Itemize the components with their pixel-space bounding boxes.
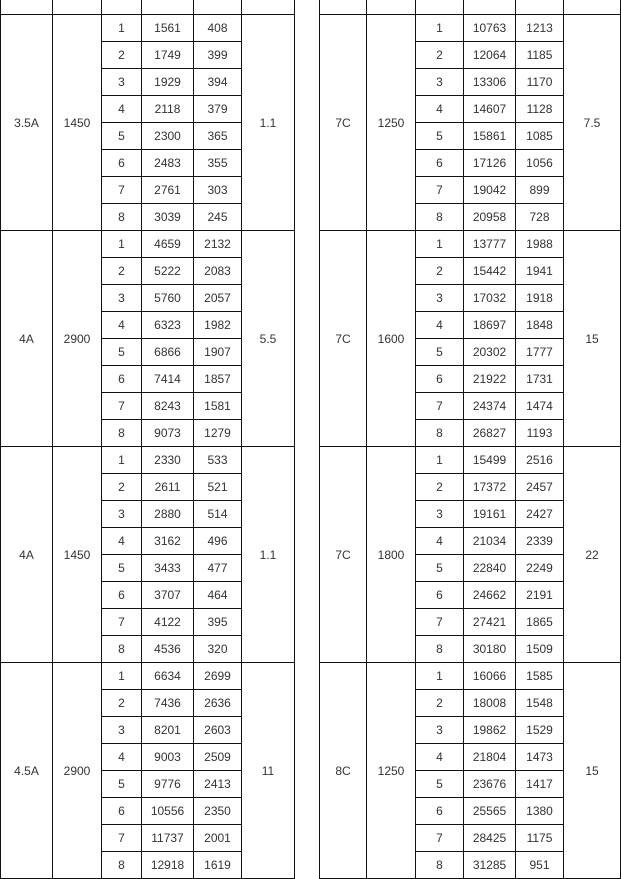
point-number-cell: 4 [102, 96, 142, 123]
point-number-cell: 2 [102, 42, 142, 69]
pressure-cell: 521 [194, 474, 242, 501]
airflow-cell: 12918 [142, 852, 194, 879]
fan-performance-table-left [0, 0, 295, 879]
point-number-cell: 5 [102, 123, 142, 150]
table-row [1, 15, 295, 42]
point-number-cell: 6 [102, 582, 142, 609]
point-number-cell: 4 [416, 96, 464, 123]
airflow-cell: 24662 [464, 582, 516, 609]
point-number-cell: 3 [102, 69, 142, 96]
airflow-cell: 19862 [464, 717, 516, 744]
pressure-cell: 951 [516, 852, 564, 879]
pressure-cell: 1473 [516, 744, 564, 771]
airflow-cell: 2330 [142, 447, 194, 474]
pressure-cell: 1907 [194, 339, 242, 366]
point-number-cell: 5 [416, 339, 464, 366]
table-row [320, 15, 621, 42]
table-row [1, 231, 295, 258]
point-number-cell: 4 [102, 528, 142, 555]
airflow-cell: 20302 [464, 339, 516, 366]
power-cell: 11 [242, 663, 295, 879]
airflow-cell: 2611 [142, 474, 194, 501]
power-cell: 5.5 [242, 231, 295, 447]
table-row [320, 663, 621, 690]
airflow-cell: 25565 [464, 798, 516, 825]
airflow-cell: 30180 [464, 636, 516, 663]
airflow-cell: 1929 [142, 69, 194, 96]
table-row [320, 447, 621, 474]
airflow-cell: 22840 [464, 555, 516, 582]
airflow-cell: 23676 [464, 771, 516, 798]
point-number-cell: 1 [416, 663, 464, 690]
table-row [1, 447, 295, 474]
point-number-cell: 6 [416, 582, 464, 609]
point-number-cell: 1 [102, 663, 142, 690]
airflow-cell: 21804 [464, 744, 516, 771]
table-cell-partial [516, 0, 564, 15]
point-number-cell: 4 [416, 744, 464, 771]
pressure-cell: 2249 [516, 555, 564, 582]
pressure-cell: 496 [194, 528, 242, 555]
pressure-cell: 2083 [194, 258, 242, 285]
model-cell: 8C [320, 663, 367, 879]
table-cell-partial [142, 0, 194, 15]
model-cell: 3.5A [1, 15, 53, 231]
airflow-cell: 11737 [142, 825, 194, 852]
point-number-cell: 8 [102, 204, 142, 231]
point-number-cell: 3 [416, 501, 464, 528]
pressure-cell: 2001 [194, 825, 242, 852]
point-number-cell: 6 [102, 366, 142, 393]
airflow-cell: 18697 [464, 312, 516, 339]
point-number-cell: 7 [102, 393, 142, 420]
point-number-cell: 5 [102, 771, 142, 798]
airflow-cell: 15442 [464, 258, 516, 285]
airflow-cell: 6634 [142, 663, 194, 690]
point-number-cell: 8 [102, 852, 142, 879]
airflow-cell: 17032 [464, 285, 516, 312]
pressure-cell: 1279 [194, 420, 242, 447]
pressure-cell: 1777 [516, 339, 564, 366]
point-number-cell: 8 [416, 636, 464, 663]
point-number-cell: 2 [102, 258, 142, 285]
airflow-cell: 10556 [142, 798, 194, 825]
table-row [1, 663, 295, 690]
airflow-cell: 7436 [142, 690, 194, 717]
power-cell: 1.1 [242, 15, 295, 231]
airflow-cell: 21922 [464, 366, 516, 393]
airflow-cell: 6866 [142, 339, 194, 366]
point-number-cell: 6 [102, 798, 142, 825]
airflow-cell: 19161 [464, 501, 516, 528]
airflow-cell: 12064 [464, 42, 516, 69]
airflow-cell: 21034 [464, 528, 516, 555]
table-cell-partial [320, 0, 367, 15]
point-number-cell: 7 [102, 177, 142, 204]
pressure-cell: 355 [194, 150, 242, 177]
pressure-cell: 1128 [516, 96, 564, 123]
point-number-cell: 7 [102, 825, 142, 852]
pressure-cell: 1581 [194, 393, 242, 420]
pressure-cell: 2699 [194, 663, 242, 690]
point-number-cell: 3 [102, 717, 142, 744]
pressure-cell: 2509 [194, 744, 242, 771]
airflow-cell: 14607 [464, 96, 516, 123]
point-number-cell: 3 [416, 285, 464, 312]
pressure-cell: 1417 [516, 771, 564, 798]
point-number-cell: 3 [102, 285, 142, 312]
airflow-cell: 3707 [142, 582, 194, 609]
point-number-cell: 2 [416, 258, 464, 285]
pressure-cell: 1056 [516, 150, 564, 177]
airflow-cell: 10763 [464, 15, 516, 42]
table-cell-partial [242, 0, 295, 15]
pressure-cell: 1193 [516, 420, 564, 447]
pressure-cell: 1185 [516, 42, 564, 69]
point-number-cell: 2 [102, 690, 142, 717]
airflow-cell: 24374 [464, 393, 516, 420]
pressure-cell: 533 [194, 447, 242, 474]
pressure-cell: 2603 [194, 717, 242, 744]
pressure-cell: 1585 [516, 663, 564, 690]
point-number-cell: 2 [416, 690, 464, 717]
speed-cell: 1450 [53, 447, 102, 663]
point-number-cell: 7 [416, 825, 464, 852]
airflow-cell: 4122 [142, 609, 194, 636]
table-cell-partial [1, 0, 53, 15]
power-cell: 22 [564, 447, 621, 663]
speed-cell: 1600 [367, 231, 416, 447]
model-cell: 4.5A [1, 663, 53, 879]
pressure-cell: 1213 [516, 15, 564, 42]
point-number-cell: 5 [416, 555, 464, 582]
airflow-cell: 28425 [464, 825, 516, 852]
airflow-cell: 9003 [142, 744, 194, 771]
point-number-cell: 1 [416, 231, 464, 258]
pressure-cell: 2427 [516, 501, 564, 528]
airflow-cell: 8201 [142, 717, 194, 744]
pressure-cell: 1175 [516, 825, 564, 852]
table-cell-partial [194, 0, 242, 15]
point-number-cell: 2 [102, 474, 142, 501]
airflow-cell: 15861 [464, 123, 516, 150]
airflow-cell: 9776 [142, 771, 194, 798]
model-cell: 4A [1, 231, 53, 447]
airflow-cell: 13306 [464, 69, 516, 96]
pressure-cell: 303 [194, 177, 242, 204]
table-body [1, 0, 295, 879]
airflow-cell: 2880 [142, 501, 194, 528]
point-number-cell: 3 [416, 69, 464, 96]
table-cell-partial [416, 0, 464, 15]
table-cell-partial [53, 0, 102, 15]
point-number-cell: 3 [416, 717, 464, 744]
model-cell: 7C [320, 15, 367, 231]
airflow-cell: 2118 [142, 96, 194, 123]
pressure-cell: 1380 [516, 798, 564, 825]
airflow-cell: 17126 [464, 150, 516, 177]
table-row [320, 231, 621, 258]
model-cell: 7C [320, 447, 367, 663]
pressure-cell: 399 [194, 42, 242, 69]
pressure-cell: 1857 [194, 366, 242, 393]
point-number-cell: 5 [416, 123, 464, 150]
airflow-cell: 13777 [464, 231, 516, 258]
pressure-cell: 2413 [194, 771, 242, 798]
point-number-cell: 8 [102, 420, 142, 447]
model-cell: 4A [1, 447, 53, 663]
airflow-cell: 27421 [464, 609, 516, 636]
pressure-cell: 2457 [516, 474, 564, 501]
pressure-cell: 1619 [194, 852, 242, 879]
point-number-cell: 7 [416, 609, 464, 636]
pressure-cell: 245 [194, 204, 242, 231]
pressure-cell: 1982 [194, 312, 242, 339]
power-cell: 1.1 [242, 447, 295, 663]
table-row-partial [320, 0, 621, 15]
point-number-cell: 8 [416, 852, 464, 879]
point-number-cell: 4 [102, 744, 142, 771]
point-number-cell: 5 [102, 555, 142, 582]
pressure-cell: 320 [194, 636, 242, 663]
airflow-cell: 17372 [464, 474, 516, 501]
pressure-cell: 1865 [516, 609, 564, 636]
pressure-cell: 464 [194, 582, 242, 609]
speed-cell: 1250 [367, 15, 416, 231]
point-number-cell: 2 [416, 42, 464, 69]
airflow-cell: 4659 [142, 231, 194, 258]
speed-cell: 1250 [367, 663, 416, 879]
airflow-cell: 5222 [142, 258, 194, 285]
pressure-cell: 2057 [194, 285, 242, 312]
power-cell: 7.5 [564, 15, 621, 231]
pressure-cell: 1918 [516, 285, 564, 312]
speed-cell: 1800 [367, 447, 416, 663]
airflow-cell: 2761 [142, 177, 194, 204]
pressure-cell: 1548 [516, 690, 564, 717]
airflow-cell: 6323 [142, 312, 194, 339]
pressure-cell: 899 [516, 177, 564, 204]
airflow-cell: 7414 [142, 366, 194, 393]
pressure-cell: 2516 [516, 447, 564, 474]
pressure-cell: 514 [194, 501, 242, 528]
airflow-cell: 31285 [464, 852, 516, 879]
pressure-cell: 2636 [194, 690, 242, 717]
table-cell-partial [564, 0, 621, 15]
airflow-cell: 3039 [142, 204, 194, 231]
point-number-cell: 7 [102, 609, 142, 636]
airflow-cell: 9073 [142, 420, 194, 447]
fan-performance-table-right [319, 0, 621, 879]
point-number-cell: 4 [102, 312, 142, 339]
speed-cell: 2900 [53, 231, 102, 447]
pressure-cell: 2339 [516, 528, 564, 555]
speed-cell: 1450 [53, 15, 102, 231]
point-number-cell: 4 [416, 312, 464, 339]
table-row-partial [1, 0, 295, 15]
power-cell: 15 [564, 663, 621, 879]
pressure-cell: 1941 [516, 258, 564, 285]
pressure-cell: 728 [516, 204, 564, 231]
point-number-cell: 1 [102, 15, 142, 42]
pressure-cell: 2132 [194, 231, 242, 258]
airflow-cell: 2300 [142, 123, 194, 150]
airflow-cell: 2483 [142, 150, 194, 177]
table-cell-partial [102, 0, 142, 15]
point-number-cell: 7 [416, 393, 464, 420]
point-number-cell: 7 [416, 177, 464, 204]
airflow-cell: 1561 [142, 15, 194, 42]
pressure-cell: 379 [194, 96, 242, 123]
pressure-cell: 1085 [516, 123, 564, 150]
point-number-cell: 4 [416, 528, 464, 555]
table-body [320, 0, 621, 879]
point-number-cell: 1 [102, 447, 142, 474]
table-cell-partial [367, 0, 416, 15]
airflow-cell: 3433 [142, 555, 194, 582]
airflow-cell: 16066 [464, 663, 516, 690]
airflow-cell: 8243 [142, 393, 194, 420]
point-number-cell: 1 [416, 15, 464, 42]
airflow-cell: 3162 [142, 528, 194, 555]
pressure-cell: 2350 [194, 798, 242, 825]
point-number-cell: 6 [416, 150, 464, 177]
point-number-cell: 5 [102, 339, 142, 366]
pressure-cell: 1988 [516, 231, 564, 258]
point-number-cell: 2 [416, 474, 464, 501]
pressure-cell: 2191 [516, 582, 564, 609]
pressure-cell: 1731 [516, 366, 564, 393]
model-cell: 7C [320, 231, 367, 447]
airflow-cell: 19042 [464, 177, 516, 204]
pressure-cell: 1848 [516, 312, 564, 339]
airflow-cell: 15499 [464, 447, 516, 474]
point-number-cell: 5 [416, 771, 464, 798]
airflow-cell: 18008 [464, 690, 516, 717]
point-number-cell: 6 [102, 150, 142, 177]
pressure-cell: 1529 [516, 717, 564, 744]
pressure-cell: 394 [194, 69, 242, 96]
airflow-cell: 4536 [142, 636, 194, 663]
point-number-cell: 6 [416, 798, 464, 825]
pressure-cell: 1474 [516, 393, 564, 420]
airflow-cell: 26827 [464, 420, 516, 447]
airflow-cell: 20958 [464, 204, 516, 231]
point-number-cell: 6 [416, 366, 464, 393]
table-cell-partial [464, 0, 516, 15]
pressure-cell: 477 [194, 555, 242, 582]
airflow-cell: 1749 [142, 42, 194, 69]
point-number-cell: 3 [102, 501, 142, 528]
pressure-cell: 1170 [516, 69, 564, 96]
pressure-cell: 395 [194, 609, 242, 636]
point-number-cell: 1 [416, 447, 464, 474]
pressure-cell: 1509 [516, 636, 564, 663]
airflow-cell: 5760 [142, 285, 194, 312]
pressure-cell: 408 [194, 15, 242, 42]
point-number-cell: 8 [102, 636, 142, 663]
pressure-cell: 365 [194, 123, 242, 150]
power-cell: 15 [564, 231, 621, 447]
point-number-cell: 1 [102, 231, 142, 258]
speed-cell: 2900 [53, 663, 102, 879]
point-number-cell: 8 [416, 420, 464, 447]
point-number-cell: 8 [416, 204, 464, 231]
